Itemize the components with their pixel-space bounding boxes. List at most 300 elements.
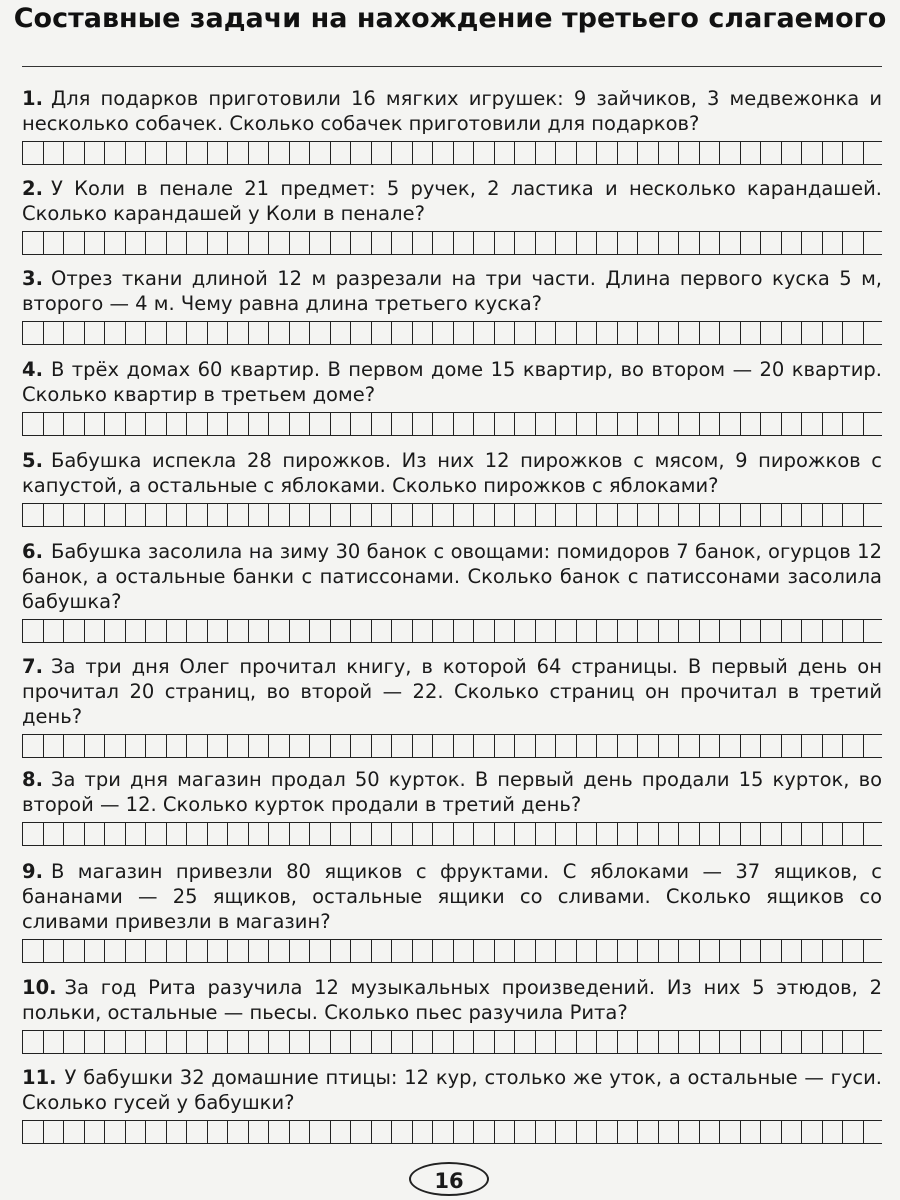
grid-cell[interactable] <box>64 322 85 344</box>
grid-cell[interactable] <box>64 940 85 962</box>
grid-cell[interactable] <box>659 735 680 757</box>
grid-cell[interactable] <box>269 413 290 435</box>
grid-cell[interactable] <box>208 1031 229 1053</box>
grid-cell[interactable] <box>843 232 864 254</box>
grid-cell[interactable] <box>577 620 598 642</box>
grid-cell[interactable] <box>44 413 65 435</box>
grid-cell[interactable] <box>331 232 352 254</box>
grid-cell[interactable] <box>23 823 44 845</box>
grid-cell[interactable] <box>187 142 208 164</box>
grid-cell[interactable] <box>495 823 516 845</box>
grid-cell[interactable] <box>228 504 249 526</box>
grid-cell[interactable] <box>126 232 147 254</box>
grid-cell[interactable] <box>843 620 864 642</box>
grid-cell[interactable] <box>495 322 516 344</box>
grid-cell[interactable] <box>741 940 762 962</box>
answer-grid[interactable] <box>22 939 882 963</box>
grid-cell[interactable] <box>577 232 598 254</box>
grid-cell[interactable] <box>720 823 741 845</box>
grid-cell[interactable] <box>85 620 106 642</box>
grid-cell[interactable] <box>577 142 598 164</box>
grid-cell[interactable] <box>720 940 741 962</box>
grid-cell[interactable] <box>44 322 65 344</box>
grid-cell[interactable] <box>105 142 126 164</box>
grid-cell[interactable] <box>720 142 741 164</box>
grid-cell[interactable] <box>843 413 864 435</box>
grid-cell[interactable] <box>85 1031 106 1053</box>
grid-cell[interactable] <box>290 620 311 642</box>
grid-cell[interactable] <box>495 1121 516 1143</box>
grid-cell[interactable] <box>23 232 44 254</box>
grid-cell[interactable] <box>843 735 864 757</box>
grid-cell[interactable] <box>597 504 618 526</box>
grid-cell[interactable] <box>474 620 495 642</box>
grid-cell[interactable] <box>167 504 188 526</box>
grid-cell[interactable] <box>741 1121 762 1143</box>
grid-cell[interactable] <box>577 322 598 344</box>
grid-cell[interactable] <box>761 940 782 962</box>
grid-cell[interactable] <box>802 232 823 254</box>
grid-cell[interactable] <box>413 413 434 435</box>
grid-cell[interactable] <box>85 940 106 962</box>
grid-cell[interactable] <box>228 823 249 845</box>
grid-cell[interactable] <box>187 413 208 435</box>
grid-cell[interactable] <box>44 1031 65 1053</box>
grid-cell[interactable] <box>310 232 331 254</box>
grid-cell[interactable] <box>249 413 270 435</box>
grid-cell[interactable] <box>659 823 680 845</box>
grid-cell[interactable] <box>597 735 618 757</box>
grid-cell[interactable] <box>515 413 536 435</box>
answer-grid[interactable] <box>22 141 882 165</box>
grid-cell[interactable] <box>351 940 372 962</box>
grid-cell[interactable] <box>679 232 700 254</box>
grid-cell[interactable] <box>372 232 393 254</box>
grid-cell[interactable] <box>85 142 106 164</box>
grid-cell[interactable] <box>454 823 475 845</box>
grid-cell[interactable] <box>228 413 249 435</box>
grid-cell[interactable] <box>741 1031 762 1053</box>
grid-cell[interactable] <box>474 232 495 254</box>
grid-cell[interactable] <box>700 823 721 845</box>
grid-cell[interactable] <box>638 322 659 344</box>
grid-cell[interactable] <box>802 504 823 526</box>
grid-cell[interactable] <box>597 823 618 845</box>
grid-cell[interactable] <box>269 322 290 344</box>
grid-cell[interactable] <box>372 413 393 435</box>
grid-cell[interactable] <box>433 1031 454 1053</box>
grid-cell[interactable] <box>44 735 65 757</box>
grid-cell[interactable] <box>290 232 311 254</box>
grid-cell[interactable] <box>823 735 844 757</box>
grid-cell[interactable] <box>290 1031 311 1053</box>
grid-cell[interactable] <box>146 142 167 164</box>
grid-cell[interactable] <box>556 620 577 642</box>
grid-cell[interactable] <box>269 940 290 962</box>
grid-cell[interactable] <box>126 620 147 642</box>
grid-cell[interactable] <box>556 232 577 254</box>
grid-cell[interactable] <box>474 322 495 344</box>
grid-cell[interactable] <box>577 940 598 962</box>
grid-cell[interactable] <box>331 504 352 526</box>
grid-cell[interactable] <box>679 1031 700 1053</box>
grid-cell[interactable] <box>495 232 516 254</box>
grid-cell[interactable] <box>126 940 147 962</box>
grid-cell[interactable] <box>105 413 126 435</box>
grid-cell[interactable] <box>331 1031 352 1053</box>
grid-cell[interactable] <box>823 620 844 642</box>
grid-cell[interactable] <box>351 504 372 526</box>
grid-cell[interactable] <box>105 232 126 254</box>
answer-grid[interactable] <box>22 231 882 255</box>
grid-cell[interactable] <box>454 504 475 526</box>
grid-cell[interactable] <box>618 1031 639 1053</box>
grid-cell[interactable] <box>187 322 208 344</box>
grid-cell[interactable] <box>249 620 270 642</box>
grid-cell[interactable] <box>187 735 208 757</box>
grid-cell[interactable] <box>392 322 413 344</box>
grid-cell[interactable] <box>618 232 639 254</box>
grid-cell[interactable] <box>85 322 106 344</box>
grid-cell[interactable] <box>843 940 864 962</box>
grid-cell[interactable] <box>761 413 782 435</box>
grid-cell[interactable] <box>310 1031 331 1053</box>
grid-cell[interactable] <box>454 1031 475 1053</box>
grid-cell[interactable] <box>843 823 864 845</box>
grid-cell[interactable] <box>146 1121 167 1143</box>
grid-cell[interactable] <box>331 1121 352 1143</box>
grid-cell[interactable] <box>331 142 352 164</box>
grid-cell[interactable] <box>536 1031 557 1053</box>
grid-cell[interactable] <box>638 232 659 254</box>
grid-cell[interactable] <box>823 413 844 435</box>
grid-cell[interactable] <box>23 620 44 642</box>
grid-cell[interactable] <box>761 823 782 845</box>
grid-cell[interactable] <box>700 322 721 344</box>
grid-cell[interactable] <box>618 322 639 344</box>
grid-cell[interactable] <box>228 142 249 164</box>
grid-cell[interactable] <box>392 1121 413 1143</box>
grid-cell[interactable] <box>679 142 700 164</box>
grid-cell[interactable] <box>474 823 495 845</box>
grid-cell[interactable] <box>659 504 680 526</box>
grid-cell[interactable] <box>556 1031 577 1053</box>
grid-cell[interactable] <box>761 232 782 254</box>
grid-cell[interactable] <box>659 232 680 254</box>
grid-cell[interactable] <box>618 413 639 435</box>
grid-cell[interactable] <box>433 823 454 845</box>
grid-cell[interactable] <box>782 735 803 757</box>
grid-cell[interactable] <box>64 413 85 435</box>
grid-cell[interactable] <box>372 1031 393 1053</box>
grid-cell[interactable] <box>659 142 680 164</box>
grid-cell[interactable] <box>167 1121 188 1143</box>
grid-cell[interactable] <box>454 620 475 642</box>
grid-cell[interactable] <box>269 232 290 254</box>
grid-cell[interactable] <box>679 504 700 526</box>
grid-cell[interactable] <box>454 1121 475 1143</box>
grid-cell[interactable] <box>515 823 536 845</box>
grid-cell[interactable] <box>64 620 85 642</box>
grid-cell[interactable] <box>618 940 639 962</box>
grid-cell[interactable] <box>741 823 762 845</box>
grid-cell[interactable] <box>372 1121 393 1143</box>
grid-cell[interactable] <box>782 232 803 254</box>
grid-cell[interactable] <box>23 1121 44 1143</box>
grid-cell[interactable] <box>208 823 229 845</box>
grid-cell[interactable] <box>638 940 659 962</box>
grid-cell[interactable] <box>146 823 167 845</box>
grid-cell[interactable] <box>638 413 659 435</box>
grid-cell[interactable] <box>351 735 372 757</box>
grid-cell[interactable] <box>782 1121 803 1143</box>
grid-cell[interactable] <box>536 823 557 845</box>
grid-cell[interactable] <box>208 940 229 962</box>
grid-cell[interactable] <box>413 1121 434 1143</box>
grid-cell[interactable] <box>64 735 85 757</box>
grid-cell[interactable] <box>679 322 700 344</box>
grid-cell[interactable] <box>126 504 147 526</box>
grid-cell[interactable] <box>515 1031 536 1053</box>
grid-cell[interactable] <box>44 620 65 642</box>
grid-cell[interactable] <box>761 1121 782 1143</box>
grid-cell[interactable] <box>167 322 188 344</box>
grid-cell[interactable] <box>146 735 167 757</box>
grid-cell[interactable] <box>187 1121 208 1143</box>
grid-cell[interactable] <box>618 823 639 845</box>
grid-cell[interactable] <box>413 322 434 344</box>
grid-cell[interactable] <box>823 142 844 164</box>
grid-cell[interactable] <box>638 735 659 757</box>
grid-cell[interactable] <box>597 413 618 435</box>
grid-cell[interactable] <box>310 413 331 435</box>
grid-cell[interactable] <box>331 735 352 757</box>
answer-grid[interactable] <box>22 619 882 643</box>
grid-cell[interactable] <box>515 504 536 526</box>
grid-cell[interactable] <box>761 142 782 164</box>
grid-cell[interactable] <box>782 504 803 526</box>
grid-cell[interactable] <box>700 620 721 642</box>
grid-cell[interactable] <box>720 504 741 526</box>
grid-cell[interactable] <box>167 232 188 254</box>
grid-cell[interactable] <box>700 940 721 962</box>
answer-grid[interactable] <box>22 734 882 758</box>
grid-cell[interactable] <box>126 142 147 164</box>
grid-cell[interactable] <box>474 1121 495 1143</box>
grid-cell[interactable] <box>372 142 393 164</box>
grid-cell[interactable] <box>495 413 516 435</box>
grid-cell[interactable] <box>126 322 147 344</box>
grid-cell[interactable] <box>720 1031 741 1053</box>
grid-cell[interactable] <box>659 940 680 962</box>
grid-cell[interactable] <box>782 823 803 845</box>
grid-cell[interactable] <box>351 413 372 435</box>
grid-cell[interactable] <box>249 504 270 526</box>
grid-cell[interactable] <box>454 232 475 254</box>
grid-cell[interactable] <box>515 620 536 642</box>
grid-cell[interactable] <box>700 142 721 164</box>
grid-cell[interactable] <box>187 940 208 962</box>
grid-cell[interactable] <box>331 940 352 962</box>
grid-cell[interactable] <box>761 322 782 344</box>
grid-cell[interactable] <box>126 823 147 845</box>
grid-cell[interactable] <box>515 142 536 164</box>
grid-cell[interactable] <box>310 142 331 164</box>
grid-cell[interactable] <box>187 504 208 526</box>
grid-cell[interactable] <box>105 823 126 845</box>
grid-cell[interactable] <box>843 142 864 164</box>
grid-cell[interactable] <box>85 232 106 254</box>
grid-cell[interactable] <box>372 735 393 757</box>
grid-cell[interactable] <box>679 823 700 845</box>
grid-cell[interactable] <box>228 1121 249 1143</box>
grid-cell[interactable] <box>782 322 803 344</box>
grid-cell[interactable] <box>536 232 557 254</box>
grid-cell[interactable] <box>823 322 844 344</box>
grid-cell[interactable] <box>208 620 229 642</box>
grid-cell[interactable] <box>720 413 741 435</box>
grid-cell[interactable] <box>433 620 454 642</box>
grid-cell[interactable] <box>208 504 229 526</box>
grid-cell[interactable] <box>44 504 65 526</box>
grid-cell[interactable] <box>187 823 208 845</box>
grid-cell[interactable] <box>23 413 44 435</box>
grid-cell[interactable] <box>187 620 208 642</box>
grid-cell[interactable] <box>495 504 516 526</box>
grid-cell[interactable] <box>44 142 65 164</box>
grid-cell[interactable] <box>823 940 844 962</box>
grid-cell[interactable] <box>392 620 413 642</box>
grid-cell[interactable] <box>741 142 762 164</box>
grid-cell[interactable] <box>556 322 577 344</box>
grid-cell[interactable] <box>454 735 475 757</box>
grid-cell[interactable] <box>23 504 44 526</box>
grid-cell[interactable] <box>515 232 536 254</box>
grid-cell[interactable] <box>556 940 577 962</box>
grid-cell[interactable] <box>782 1031 803 1053</box>
grid-cell[interactable] <box>290 413 311 435</box>
grid-cell[interactable] <box>597 232 618 254</box>
grid-cell[interactable] <box>64 1121 85 1143</box>
grid-cell[interactable] <box>536 620 557 642</box>
grid-cell[interactable] <box>782 940 803 962</box>
grid-cell[interactable] <box>843 1121 864 1143</box>
grid-cell[interactable] <box>146 504 167 526</box>
grid-cell[interactable] <box>392 1031 413 1053</box>
grid-cell[interactable] <box>577 735 598 757</box>
grid-cell[interactable] <box>761 1031 782 1053</box>
grid-cell[interactable] <box>351 823 372 845</box>
grid-cell[interactable] <box>105 1121 126 1143</box>
grid-cell[interactable] <box>782 142 803 164</box>
grid-cell[interactable] <box>64 504 85 526</box>
grid-cell[interactable] <box>331 413 352 435</box>
grid-cell[interactable] <box>105 1031 126 1053</box>
grid-cell[interactable] <box>351 322 372 344</box>
grid-cell[interactable] <box>310 940 331 962</box>
grid-cell[interactable] <box>618 142 639 164</box>
grid-cell[interactable] <box>331 823 352 845</box>
grid-cell[interactable] <box>823 504 844 526</box>
grid-cell[interactable] <box>392 940 413 962</box>
grid-cell[interactable] <box>761 504 782 526</box>
grid-cell[interactable] <box>802 823 823 845</box>
grid-cell[interactable] <box>679 735 700 757</box>
grid-cell[interactable] <box>577 413 598 435</box>
grid-cell[interactable] <box>454 142 475 164</box>
grid-cell[interactable] <box>454 413 475 435</box>
grid-cell[interactable] <box>392 232 413 254</box>
grid-cell[interactable] <box>167 620 188 642</box>
grid-cell[interactable] <box>556 823 577 845</box>
grid-cell[interactable] <box>249 1121 270 1143</box>
grid-cell[interactable] <box>618 735 639 757</box>
grid-cell[interactable] <box>269 620 290 642</box>
grid-cell[interactable] <box>85 735 106 757</box>
grid-cell[interactable] <box>331 620 352 642</box>
grid-cell[interactable] <box>413 232 434 254</box>
grid-cell[interactable] <box>474 504 495 526</box>
grid-cell[interactable] <box>700 1121 721 1143</box>
grid-cell[interactable] <box>105 620 126 642</box>
grid-cell[interactable] <box>351 620 372 642</box>
grid-cell[interactable] <box>782 620 803 642</box>
grid-cell[interactable] <box>23 940 44 962</box>
grid-cell[interactable] <box>843 1031 864 1053</box>
grid-cell[interactable] <box>44 823 65 845</box>
grid-cell[interactable] <box>638 504 659 526</box>
answer-grid[interactable] <box>22 412 882 436</box>
grid-cell[interactable] <box>515 322 536 344</box>
grid-cell[interactable] <box>290 322 311 344</box>
grid-cell[interactable] <box>618 1121 639 1143</box>
grid-cell[interactable] <box>659 413 680 435</box>
grid-cell[interactable] <box>577 1121 598 1143</box>
grid-cell[interactable] <box>413 504 434 526</box>
grid-cell[interactable] <box>741 735 762 757</box>
grid-cell[interactable] <box>536 142 557 164</box>
grid-cell[interactable] <box>44 232 65 254</box>
grid-cell[interactable] <box>208 232 229 254</box>
grid-cell[interactable] <box>23 735 44 757</box>
grid-cell[interactable] <box>146 413 167 435</box>
grid-cell[interactable] <box>331 322 352 344</box>
grid-cell[interactable] <box>474 413 495 435</box>
grid-cell[interactable] <box>167 1031 188 1053</box>
grid-cell[interactable] <box>515 940 536 962</box>
grid-cell[interactable] <box>802 1121 823 1143</box>
grid-cell[interactable] <box>433 735 454 757</box>
grid-cell[interactable] <box>351 232 372 254</box>
grid-cell[interactable] <box>269 735 290 757</box>
grid-cell[interactable] <box>433 232 454 254</box>
grid-cell[interactable] <box>228 620 249 642</box>
grid-cell[interactable] <box>802 620 823 642</box>
grid-cell[interactable] <box>618 620 639 642</box>
grid-cell[interactable] <box>249 142 270 164</box>
grid-cell[interactable] <box>167 413 188 435</box>
grid-cell[interactable] <box>310 735 331 757</box>
grid-cell[interactable] <box>433 413 454 435</box>
grid-cell[interactable] <box>433 322 454 344</box>
grid-cell[interactable] <box>823 1121 844 1143</box>
grid-cell[interactable] <box>146 1031 167 1053</box>
grid-cell[interactable] <box>126 735 147 757</box>
grid-cell[interactable] <box>577 1031 598 1053</box>
grid-cell[interactable] <box>802 413 823 435</box>
grid-cell[interactable] <box>720 322 741 344</box>
grid-cell[interactable] <box>249 1031 270 1053</box>
